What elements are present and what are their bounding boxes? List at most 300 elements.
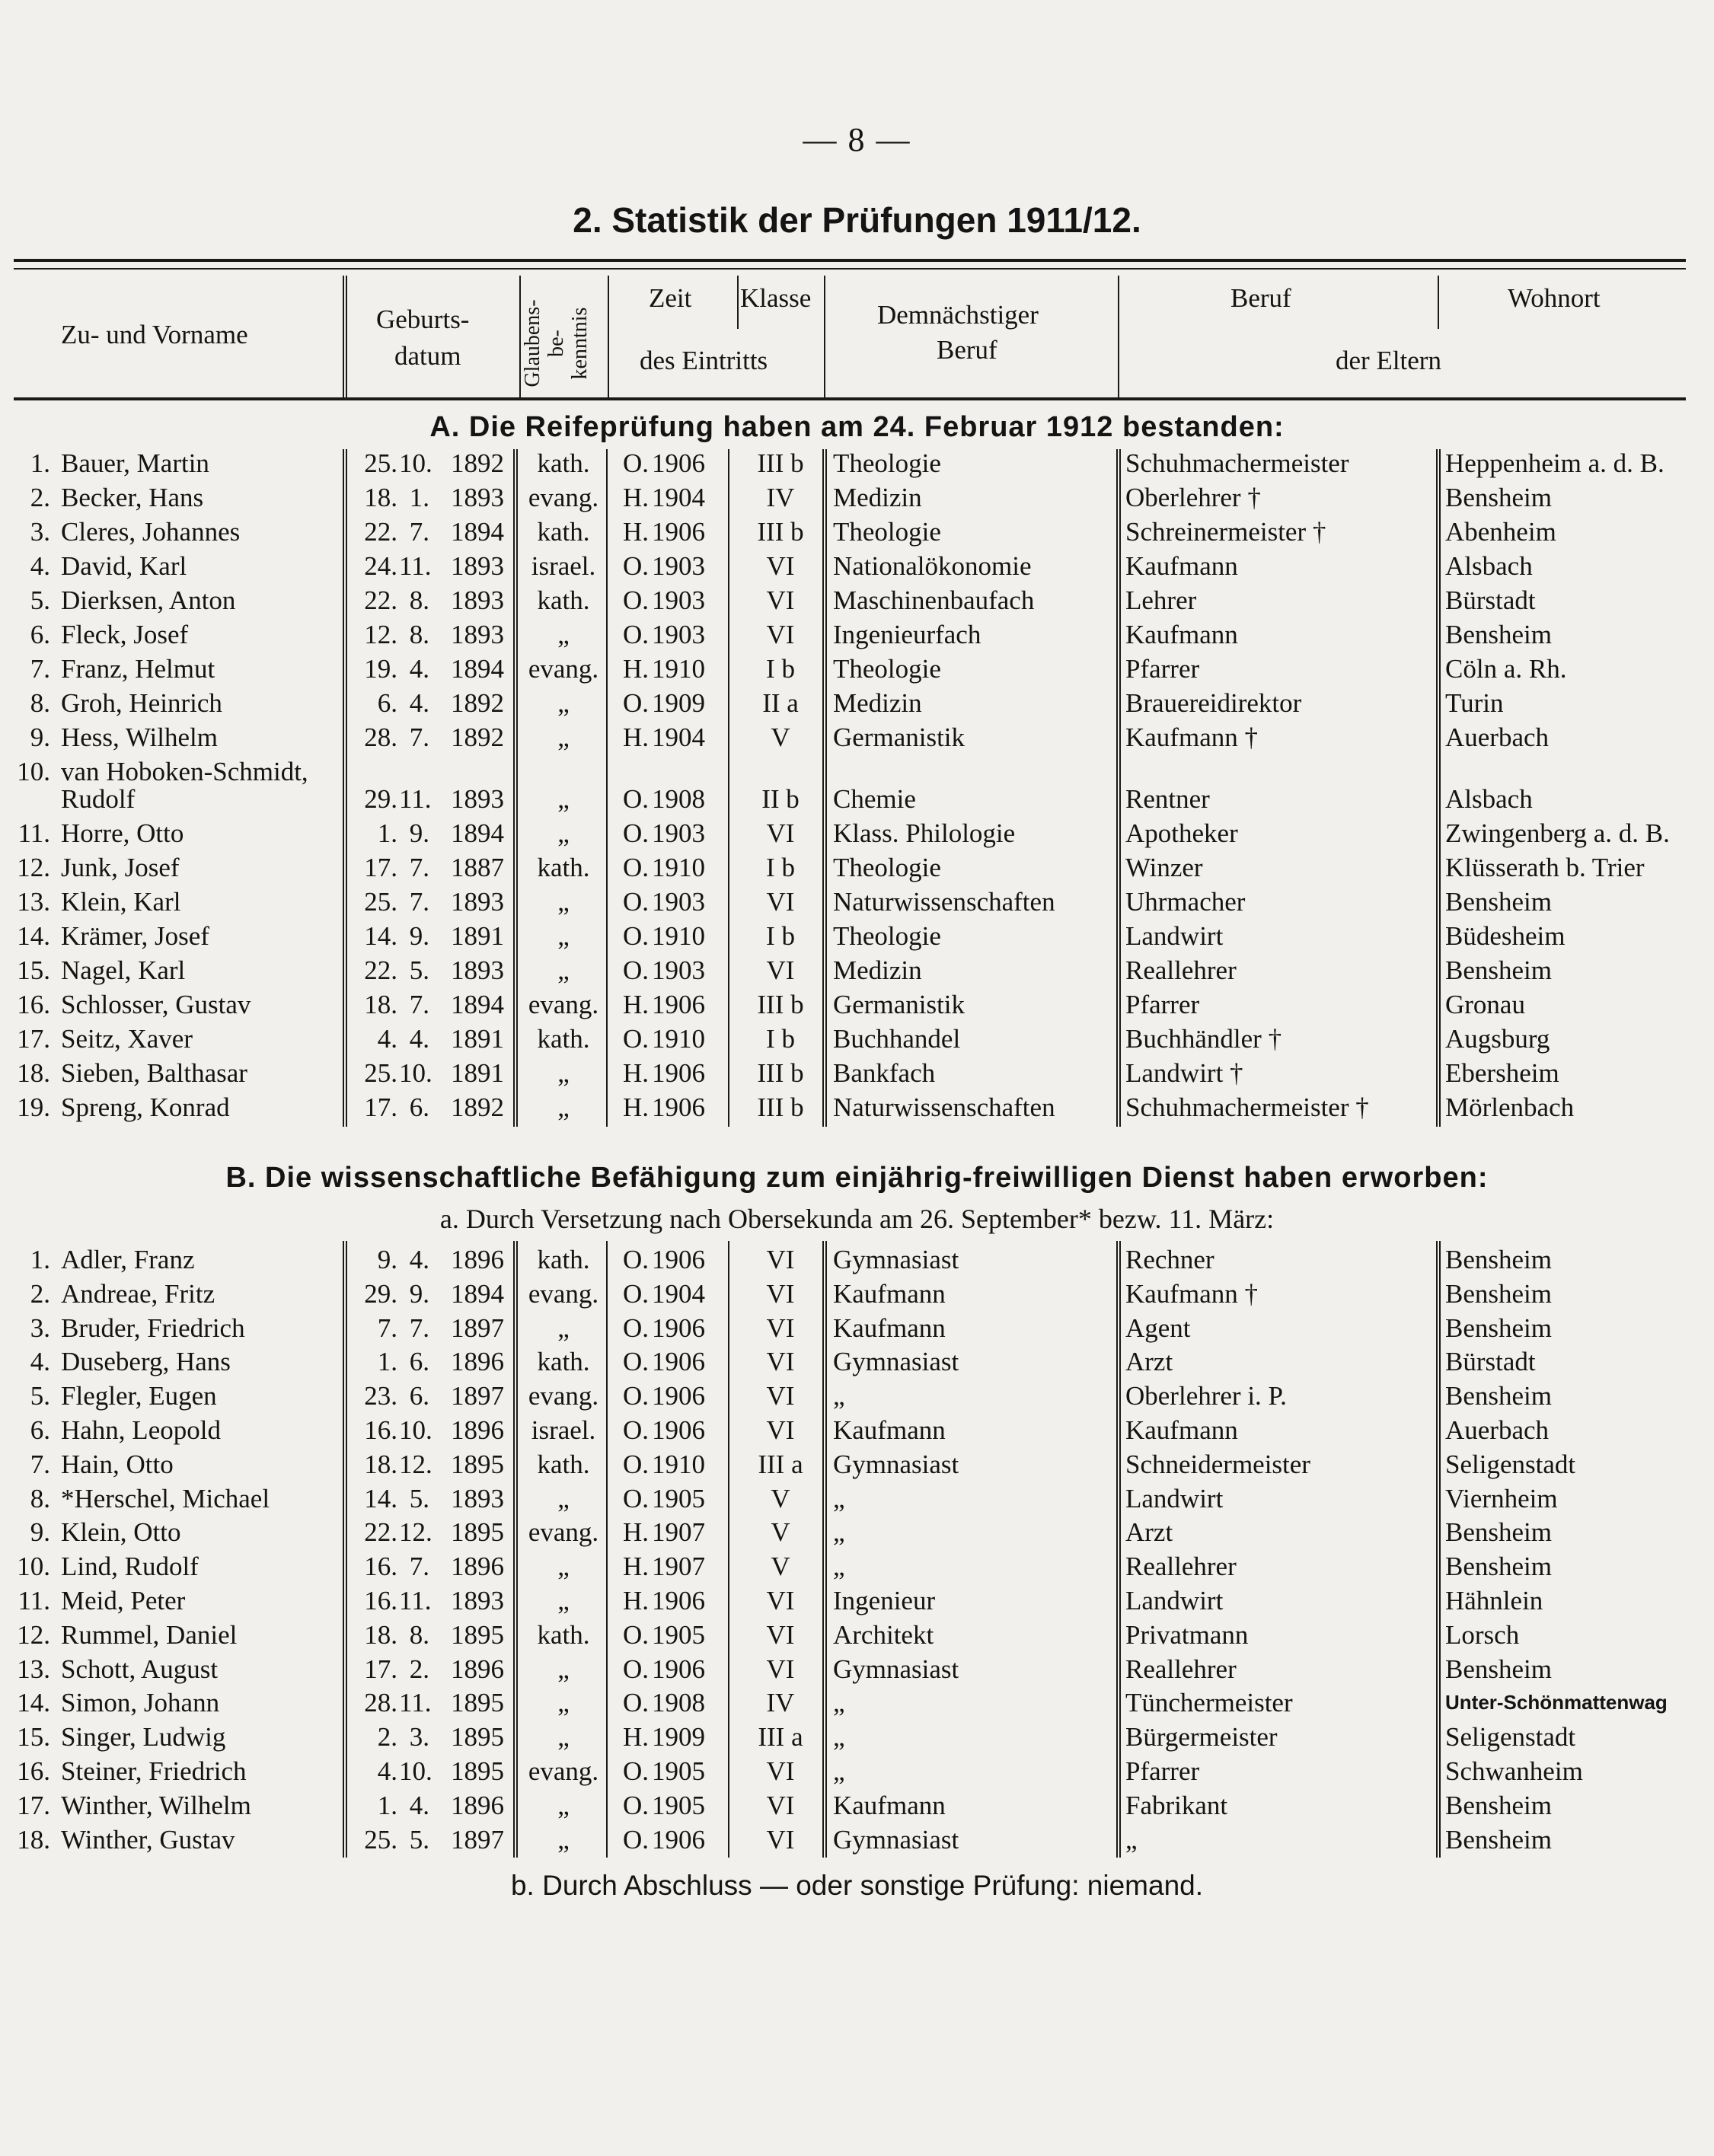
row-number: 19. <box>17 1092 50 1122</box>
birth-month: 10. <box>399 1058 432 1088</box>
entry-term: H. <box>623 654 650 684</box>
parents-residence: Bensheim <box>1445 1381 1552 1411</box>
student-name: Franz, Helmut <box>61 654 215 684</box>
entry-class: III b <box>757 517 804 547</box>
parents-residence: Klüsserath b. Trier <box>1445 853 1645 882</box>
table-row <box>0 446 1714 480</box>
religion: „ <box>557 1824 570 1855</box>
future-profession: Naturwissenschaften <box>833 1092 1055 1122</box>
entry-class: I b <box>766 1024 795 1054</box>
birth-day: 29. <box>364 784 397 814</box>
student-name: Schlosser, Gustav <box>61 990 251 1019</box>
birth-year: 1895 <box>451 1688 504 1718</box>
future-profession: Gymnasiast <box>833 1824 959 1855</box>
row-number: 13. <box>17 1654 50 1684</box>
entry-term: O. <box>623 853 650 882</box>
parents-residence: Bürstadt <box>1445 585 1536 615</box>
entry-term: H. <box>623 1517 650 1548</box>
student-name: van Hoboken-Schmidt, <box>61 757 308 786</box>
future-profession: Maschinenbaufach <box>833 585 1035 615</box>
parents-residence: Alsbach <box>1445 551 1533 581</box>
row-number: 14. <box>17 921 50 951</box>
entry-term: O. <box>623 551 650 581</box>
entry-year: 1906 <box>652 1058 705 1088</box>
student-name: Nagel, Karl <box>61 955 186 985</box>
religion: „ <box>557 1552 570 1582</box>
entry-year: 1905 <box>652 1756 705 1786</box>
entry-term: O. <box>623 1245 650 1274</box>
parents-residence: Auerbach <box>1445 722 1550 752</box>
entry-term: H. <box>623 483 650 512</box>
birth-month: 4. <box>409 1024 429 1054</box>
birth-month: 7. <box>409 853 429 882</box>
birth-month: 6. <box>409 1347 429 1377</box>
birth-year: 1893 <box>451 483 504 512</box>
birth-month: 1. <box>409 483 429 512</box>
parents-residence: Ebersheim <box>1445 1058 1559 1088</box>
religion: „ <box>557 1688 570 1718</box>
birth-day: 25. <box>364 1824 397 1855</box>
birth-day: 4. <box>377 1024 397 1054</box>
section-b-subheading-b: b. Durch Abschluss — oder sonstige Prüfung: niemand. <box>510 1870 1204 1901</box>
parents-profession: Landwirt <box>1125 1586 1224 1615</box>
birth-day: 4. <box>377 1756 397 1786</box>
student-name: Lind, Rudolf <box>61 1552 199 1582</box>
birth-month: 11. <box>399 551 432 581</box>
table-row <box>0 1022 1714 1056</box>
table-row <box>0 1242 1714 1277</box>
table-row <box>0 1618 1714 1652</box>
entry-term: O. <box>623 1483 650 1513</box>
birth-day: 1. <box>377 1790 397 1820</box>
religion: kath. <box>537 1619 590 1650</box>
religion: kath. <box>537 1024 590 1054</box>
table-row <box>0 1686 1714 1720</box>
parents-profession: Rentner <box>1125 784 1210 814</box>
parents-residence: Heppenheim a. d. B. <box>1445 448 1665 478</box>
birth-year: 1893 <box>451 1586 504 1615</box>
row-number: 12. <box>17 853 50 882</box>
entry-class: III b <box>757 1092 804 1122</box>
student-name: Rummel, Daniel <box>61 1619 238 1650</box>
parents-residence: Turin <box>1445 688 1504 718</box>
birth-day: 16. <box>364 1586 397 1615</box>
student-name: Seitz, Xaver <box>61 1024 193 1054</box>
birth-day: 18. <box>364 1619 397 1650</box>
top-rule-thick <box>14 259 1686 262</box>
birth-day: 22. <box>364 955 397 985</box>
birth-month: 7. <box>409 1312 429 1343</box>
religion: „ <box>557 1312 570 1343</box>
table-row <box>0 1823 1714 1857</box>
parents-residence: Schwanheim <box>1445 1756 1583 1786</box>
entry-year: 1908 <box>652 784 705 814</box>
birth-month: 7. <box>409 722 429 752</box>
entry-year: 1908 <box>652 1688 705 1718</box>
birth-year: 1894 <box>451 654 504 684</box>
birth-month: 9. <box>409 921 429 951</box>
entry-class: VI <box>766 551 795 581</box>
table-row <box>0 686 1714 720</box>
parents-profession: Landwirt † <box>1125 1058 1243 1088</box>
entry-term: H. <box>623 990 650 1019</box>
table-row <box>0 617 1714 652</box>
religion: „ <box>557 818 570 848</box>
entry-class: VI <box>766 1312 795 1343</box>
parents-profession: Oberlehrer i. P. <box>1125 1381 1287 1411</box>
row-number: 1. <box>30 1245 50 1274</box>
birth-month: 11. <box>399 784 432 814</box>
religion: „ <box>557 1790 570 1820</box>
birth-month: 7. <box>409 990 429 1019</box>
religion: „ <box>557 921 570 951</box>
entry-year: 1906 <box>652 1092 705 1122</box>
student-name: Hahn, Leopold <box>61 1415 221 1445</box>
entry-term: O. <box>623 1619 650 1650</box>
entry-class: VI <box>766 1790 795 1820</box>
table-row <box>0 1549 1714 1584</box>
birth-day: 22. <box>364 517 397 547</box>
birth-year: 1894 <box>451 517 504 547</box>
birth-day: 25. <box>364 448 397 478</box>
entry-class: V <box>771 722 790 752</box>
entry-year: 1906 <box>652 1824 705 1855</box>
future-profession: „ <box>833 1756 845 1786</box>
table-row <box>0 1754 1714 1788</box>
parents-residence: Bensheim <box>1445 1790 1552 1820</box>
birth-year: 1895 <box>451 1619 504 1650</box>
row-number: 11. <box>18 818 50 848</box>
entry-year: 1903 <box>652 887 705 917</box>
birth-month: 10. <box>399 1756 432 1786</box>
future-profession: Kaufmann <box>833 1415 946 1445</box>
religion: kath. <box>537 1245 590 1274</box>
future-profession: Architekt <box>833 1619 934 1650</box>
parents-profession: Kaufmann <box>1125 551 1238 581</box>
entry-term: O. <box>623 1790 650 1820</box>
religion: kath. <box>537 517 590 547</box>
birth-year: 1897 <box>451 1312 504 1343</box>
row-number: 6. <box>30 620 50 649</box>
birth-month: 5. <box>409 955 429 985</box>
table-row <box>0 1090 1714 1124</box>
table-row <box>0 816 1714 850</box>
future-profession: Medizin <box>833 483 922 512</box>
future-profession: Medizin <box>833 688 922 718</box>
parents-profession: Schuhmachermeister † <box>1125 1092 1369 1122</box>
student-name: Hess, Wilhelm <box>61 722 218 752</box>
religion: kath. <box>537 448 590 478</box>
parents-residence: Cöln a. Rh. <box>1445 654 1567 684</box>
entry-year: 1906 <box>652 448 705 478</box>
entry-year: 1906 <box>652 990 705 1019</box>
entry-class: II a <box>762 688 799 718</box>
parents-residence: Unter-Schönmattenwag <box>1445 1691 1668 1714</box>
future-profession: „ <box>833 1381 845 1411</box>
entry-year: 1903 <box>652 955 705 985</box>
parents-residence: Seligenstadt <box>1445 1449 1576 1479</box>
parents-profession: Bürgermeister <box>1125 1722 1278 1753</box>
entry-year: 1910 <box>652 853 705 882</box>
religion: „ <box>557 688 570 718</box>
parents-profession: Lehrer <box>1125 585 1197 615</box>
birth-day: 16. <box>364 1552 397 1582</box>
entry-year: 1903 <box>652 818 705 848</box>
entry-term: O. <box>623 818 650 848</box>
row-number: 2. <box>30 483 50 512</box>
entry-class: I b <box>766 921 795 951</box>
student-name: Klein, Otto <box>61 1517 181 1548</box>
future-profession: Gymnasiast <box>833 1654 959 1684</box>
entry-year: 1906 <box>652 1586 705 1615</box>
header-birth-2: datum <box>394 341 461 371</box>
future-profession: Medizin <box>833 955 922 985</box>
future-profession: Kaufmann <box>833 1790 946 1820</box>
entry-term: H. <box>623 1058 650 1088</box>
table-row <box>0 850 1714 885</box>
entry-class: VI <box>766 887 795 917</box>
birth-year: 1896 <box>451 1552 504 1582</box>
table-row <box>0 652 1714 686</box>
header-divider <box>824 276 825 397</box>
parents-profession: Agent <box>1125 1312 1191 1343</box>
student-name: David, Karl <box>61 551 187 581</box>
birth-month: 2. <box>409 1654 429 1684</box>
parents-profession: Buchhändler † <box>1125 1024 1282 1054</box>
entry-term: O. <box>623 620 650 649</box>
entry-year: 1905 <box>652 1619 705 1650</box>
birth-year: 1893 <box>451 955 504 985</box>
birth-day: 17. <box>364 1092 397 1122</box>
religion: evang. <box>528 654 599 684</box>
entry-term: O. <box>623 1688 650 1718</box>
entry-term: O. <box>623 1312 650 1343</box>
student-name: Horre, Otto <box>61 818 184 848</box>
birth-month: 6. <box>409 1381 429 1411</box>
row-number: 10. <box>17 757 50 786</box>
parents-profession: Schneidermeister <box>1125 1449 1310 1479</box>
birth-day: 18. <box>364 990 397 1019</box>
entry-class: V <box>771 1483 790 1513</box>
row-number: 6. <box>30 1415 50 1445</box>
table-row <box>0 1379 1714 1413</box>
table-row <box>0 1413 1714 1447</box>
entry-year: 1906 <box>652 1654 705 1684</box>
row-number: 18. <box>17 1824 50 1855</box>
header-class: Klasse <box>740 283 812 313</box>
student-name: Groh, Heinrich <box>61 688 222 718</box>
birth-month: 6. <box>409 1092 429 1122</box>
row-number: 15. <box>17 1722 50 1753</box>
religion: kath. <box>537 585 590 615</box>
entry-class: I b <box>766 853 795 882</box>
religion: „ <box>557 784 570 814</box>
row-number: 8. <box>30 688 50 718</box>
header-divider <box>737 276 739 329</box>
future-profession: Theologie <box>833 921 941 951</box>
student-name: Becker, Hans <box>61 483 204 512</box>
entry-term: H. <box>623 1092 650 1122</box>
header-birth-1: Geburts- <box>376 305 470 334</box>
entry-year: 1909 <box>652 688 705 718</box>
student-name: Fleck, Josef <box>61 620 189 649</box>
entry-year: 1905 <box>652 1483 705 1513</box>
future-profession: Ingenieur <box>833 1586 936 1615</box>
parents-profession: Reallehrer <box>1125 1654 1237 1684</box>
parents-residence: Bensheim <box>1445 1654 1552 1684</box>
header-divider <box>1438 276 1439 329</box>
birth-day: 23. <box>364 1381 397 1411</box>
header-name: Zu- und Vorname <box>61 320 248 349</box>
parents-residence: Bensheim <box>1445 1245 1552 1274</box>
row-number: 13. <box>17 887 50 917</box>
future-profession: Buchhandel <box>833 1024 961 1054</box>
entry-class: VI <box>766 1654 795 1684</box>
entry-class: III b <box>757 1058 804 1088</box>
student-name: Flegler, Eugen <box>61 1381 217 1411</box>
birth-month: 7. <box>409 517 429 547</box>
entry-term: O. <box>623 1654 650 1684</box>
future-profession: Nationalökonomie <box>833 551 1032 581</box>
parents-residence: Bensheim <box>1445 887 1552 917</box>
birth-month: 7. <box>409 1552 429 1582</box>
entry-class: II b <box>761 784 800 814</box>
header-parents: der Eltern <box>1336 346 1441 375</box>
student-name: Singer, Ludwig <box>61 1722 226 1753</box>
birth-year: 1896 <box>451 1790 504 1820</box>
parents-residence: Zwingenberg a. d. B. <box>1445 818 1670 848</box>
birth-month: 8. <box>409 1619 429 1650</box>
parents-residence: Gronau <box>1445 990 1525 1019</box>
birth-year: 1897 <box>451 1381 504 1411</box>
religion: kath. <box>537 1347 590 1377</box>
header-divider <box>346 276 347 397</box>
row-number: 3. <box>30 517 50 547</box>
birth-month: 10. <box>399 448 432 478</box>
future-profession: Kaufmann <box>833 1312 946 1343</box>
entry-year: 1910 <box>652 921 705 951</box>
entry-class: VI <box>766 1347 795 1377</box>
entry-class: V <box>771 1552 790 1582</box>
birth-month: 8. <box>409 620 429 649</box>
entry-year: 1903 <box>652 620 705 649</box>
row-number: 10. <box>17 1552 50 1582</box>
parents-residence: Büdesheim <box>1445 921 1566 951</box>
parents-profession: Kaufmann <box>1125 1415 1238 1445</box>
religion: „ <box>557 722 570 752</box>
entry-class: VI <box>766 1824 795 1855</box>
parents-profession: Schuhmachermeister <box>1125 448 1349 478</box>
entry-year: 1906 <box>652 1347 705 1377</box>
top-rule-thin <box>14 268 1686 270</box>
entry-class: VI <box>766 1586 795 1615</box>
student-name: Cleres, Johannes <box>61 517 241 547</box>
row-number: 5. <box>30 585 50 615</box>
entry-class: VI <box>766 818 795 848</box>
entry-term: O. <box>623 1449 650 1479</box>
birth-month: 5. <box>409 1824 429 1855</box>
entry-term: O. <box>623 955 650 985</box>
entry-class: VI <box>766 1245 795 1274</box>
entry-class: III b <box>757 448 804 478</box>
parents-profession: Oberlehrer † <box>1125 483 1261 512</box>
religion: evang. <box>528 990 599 1019</box>
table-row <box>0 1720 1714 1754</box>
section-b-heading: B. Die wissenschaftliche Befähigung zum einjährig-freiwilligen Dienst haben erworben: <box>225 1162 1489 1194</box>
future-profession: Chemie <box>833 784 916 814</box>
student-name: Sieben, Balthasar <box>61 1058 247 1088</box>
parents-residence: Augsburg <box>1445 1024 1550 1054</box>
entry-year: 1907 <box>652 1552 705 1582</box>
row-number: 2. <box>30 1278 50 1309</box>
header-bottom-rule <box>14 397 1686 400</box>
parents-residence: Alsbach <box>1445 784 1533 814</box>
birth-year: 1892 <box>451 722 504 752</box>
entry-year: 1903 <box>652 551 705 581</box>
parents-profession: Winzer <box>1125 853 1203 882</box>
parents-residence: Lorsch <box>1445 1619 1520 1650</box>
future-profession: Ingenieurfach <box>833 620 981 649</box>
header-entry: des Eintritts <box>640 346 768 375</box>
table-row <box>0 1584 1714 1618</box>
table-row <box>0 919 1714 953</box>
birth-month: 7. <box>409 887 429 917</box>
entry-class: VI <box>766 585 795 615</box>
student-name: Duseberg, Hans <box>61 1347 231 1377</box>
birth-month: 3. <box>409 1722 429 1753</box>
row-number: 12. <box>17 1619 50 1650</box>
header-future-1: Demnächstiger <box>877 300 1039 330</box>
row-number: 9. <box>30 1517 50 1548</box>
entry-year: 1910 <box>652 654 705 684</box>
entry-term: H. <box>623 517 650 547</box>
entry-term: O. <box>623 1824 650 1855</box>
future-profession: Germanistik <box>833 722 966 752</box>
entry-year: 1904 <box>652 483 705 512</box>
parents-residence: Bensheim <box>1445 1312 1552 1343</box>
parents-profession: Pfarrer <box>1125 1756 1200 1786</box>
parents-residence: Auerbach <box>1445 1415 1550 1445</box>
entry-term: O. <box>623 921 650 951</box>
birth-day: 6. <box>377 688 397 718</box>
student-name: Winther, Gustav <box>61 1824 235 1855</box>
birth-year: 1896 <box>451 1347 504 1377</box>
religion: israel. <box>531 551 596 581</box>
header-divider <box>608 276 609 397</box>
birth-day: 22. <box>364 1517 397 1548</box>
header-time: Zeit <box>649 283 692 313</box>
birth-day: 28. <box>364 722 397 752</box>
birth-day: 18. <box>364 483 397 512</box>
birth-day: 14. <box>364 921 397 951</box>
row-number: 8. <box>30 1483 50 1513</box>
header-future-2: Beruf <box>937 335 997 365</box>
birth-month: 9. <box>409 818 429 848</box>
birth-month: 11. <box>399 1688 432 1718</box>
future-profession: Theologie <box>833 654 941 684</box>
row-number: 11. <box>18 1586 50 1615</box>
entry-class: IV <box>766 483 795 512</box>
birth-year: 1893 <box>451 887 504 917</box>
religion: evang. <box>528 1517 599 1548</box>
parents-profession: Fabrikant <box>1125 1790 1228 1820</box>
table-row <box>0 885 1714 919</box>
future-profession: Gymnasiast <box>833 1245 959 1274</box>
birth-month: 4. <box>409 688 429 718</box>
entry-term: O. <box>623 1381 650 1411</box>
entry-term: O. <box>623 1278 650 1309</box>
parents-profession: Reallehrer <box>1125 1552 1237 1582</box>
